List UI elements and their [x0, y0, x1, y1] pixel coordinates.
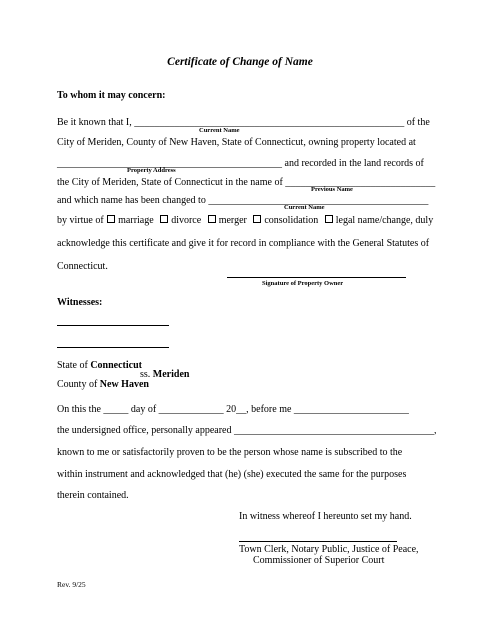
clerk-title-line-1: Town Clerk, Notary Public, Justice of Peace, — [239, 544, 419, 555]
state-prefix: State of — [57, 360, 91, 371]
witness-signature-line-2[interactable] — [57, 347, 169, 348]
document-title: Certificate of Change of Name — [167, 56, 313, 68]
clerk-signature-line[interactable] — [239, 541, 397, 542]
consolidation-option-label: consolidation — [264, 215, 319, 226]
salutation: To whom it may concern: — [57, 90, 166, 101]
witness-signature-line-1[interactable] — [57, 325, 169, 326]
legal-name-change-option-label: legal name/change, duly — [335, 215, 434, 226]
witnesses-label: Witnesses: — [57, 297, 103, 308]
county-value: New Haven — [99, 379, 149, 390]
changed-name-caption: Current Name — [284, 204, 325, 211]
in-witness-text: In witness whereof I hereunto set my hand. — [239, 511, 412, 522]
notary-text-line-1: known to me or satisfactorily proven to be the person whose name is subscribed to the — [57, 447, 403, 458]
divorce-option-label: divorce — [171, 215, 202, 226]
changed-name-line[interactable]: and which name has been changed to ____________________________________________ — [57, 195, 429, 206]
current-name-caption: Current Name — [199, 127, 240, 134]
ss-prefix: ss. — [140, 369, 153, 380]
merger-checkbox[interactable] — [208, 215, 216, 223]
city-county-line: City of Meriden, County of New Haven, State of Connecticut, owning property located at — [57, 137, 416, 148]
notary-appeared-line[interactable]: the undersigned office, personally appeared ________________________________________, — [57, 425, 437, 436]
notary-text-line-3: therein contained. — [57, 490, 129, 501]
revision-label: Rev. 9/25 — [57, 580, 86, 589]
county-line — [57, 380, 149, 390]
virtue-prefix: by virtue of — [57, 215, 104, 226]
property-address-caption: Property Address — [127, 167, 176, 174]
marriage-option-label: marriage — [118, 215, 154, 226]
owner-signature-label: Signature of Property Owner — [262, 280, 344, 287]
divorce-checkbox[interactable] — [160, 215, 168, 223]
county-prefix: County of — [57, 379, 100, 390]
state-value: Connecticut — [90, 360, 142, 371]
virtue-line — [57, 215, 433, 226]
acknowledge-line: acknowledge this certificate and give it for record in compliance with the General Statutes of — [57, 238, 430, 249]
current-name-line[interactable]: Be it known that I, ______________________________________________________ of the — [57, 117, 430, 128]
previous-name-caption: Previous Name — [311, 186, 353, 193]
merger-option-label: merger — [218, 215, 247, 226]
connecticut-line: Connecticut. — [57, 261, 108, 272]
owner-signature-line[interactable] — [227, 277, 406, 278]
clerk-title-line-2: Commissioner of Superior Court — [253, 555, 385, 566]
ss-value: Meriden — [152, 369, 190, 380]
state-line — [57, 361, 142, 371]
notary-date-line[interactable]: On this the _____ day of _____________ 20__, before me _______________________ — [57, 404, 409, 415]
consolidation-checkbox[interactable] — [253, 215, 261, 223]
notary-text-line-2: within instrument and acknowledged that (he) (she) executed the same for the purposes — [57, 469, 407, 480]
property-address-line[interactable]: _____________________________________________ and recorded in the land records of — [57, 158, 424, 169]
marriage-checkbox[interactable] — [107, 215, 115, 223]
previous-name-line[interactable]: the City of Meriden, State of Connecticut in the name of ______________________________ — [57, 177, 436, 188]
legal-name-change-checkbox[interactable] — [325, 215, 333, 223]
